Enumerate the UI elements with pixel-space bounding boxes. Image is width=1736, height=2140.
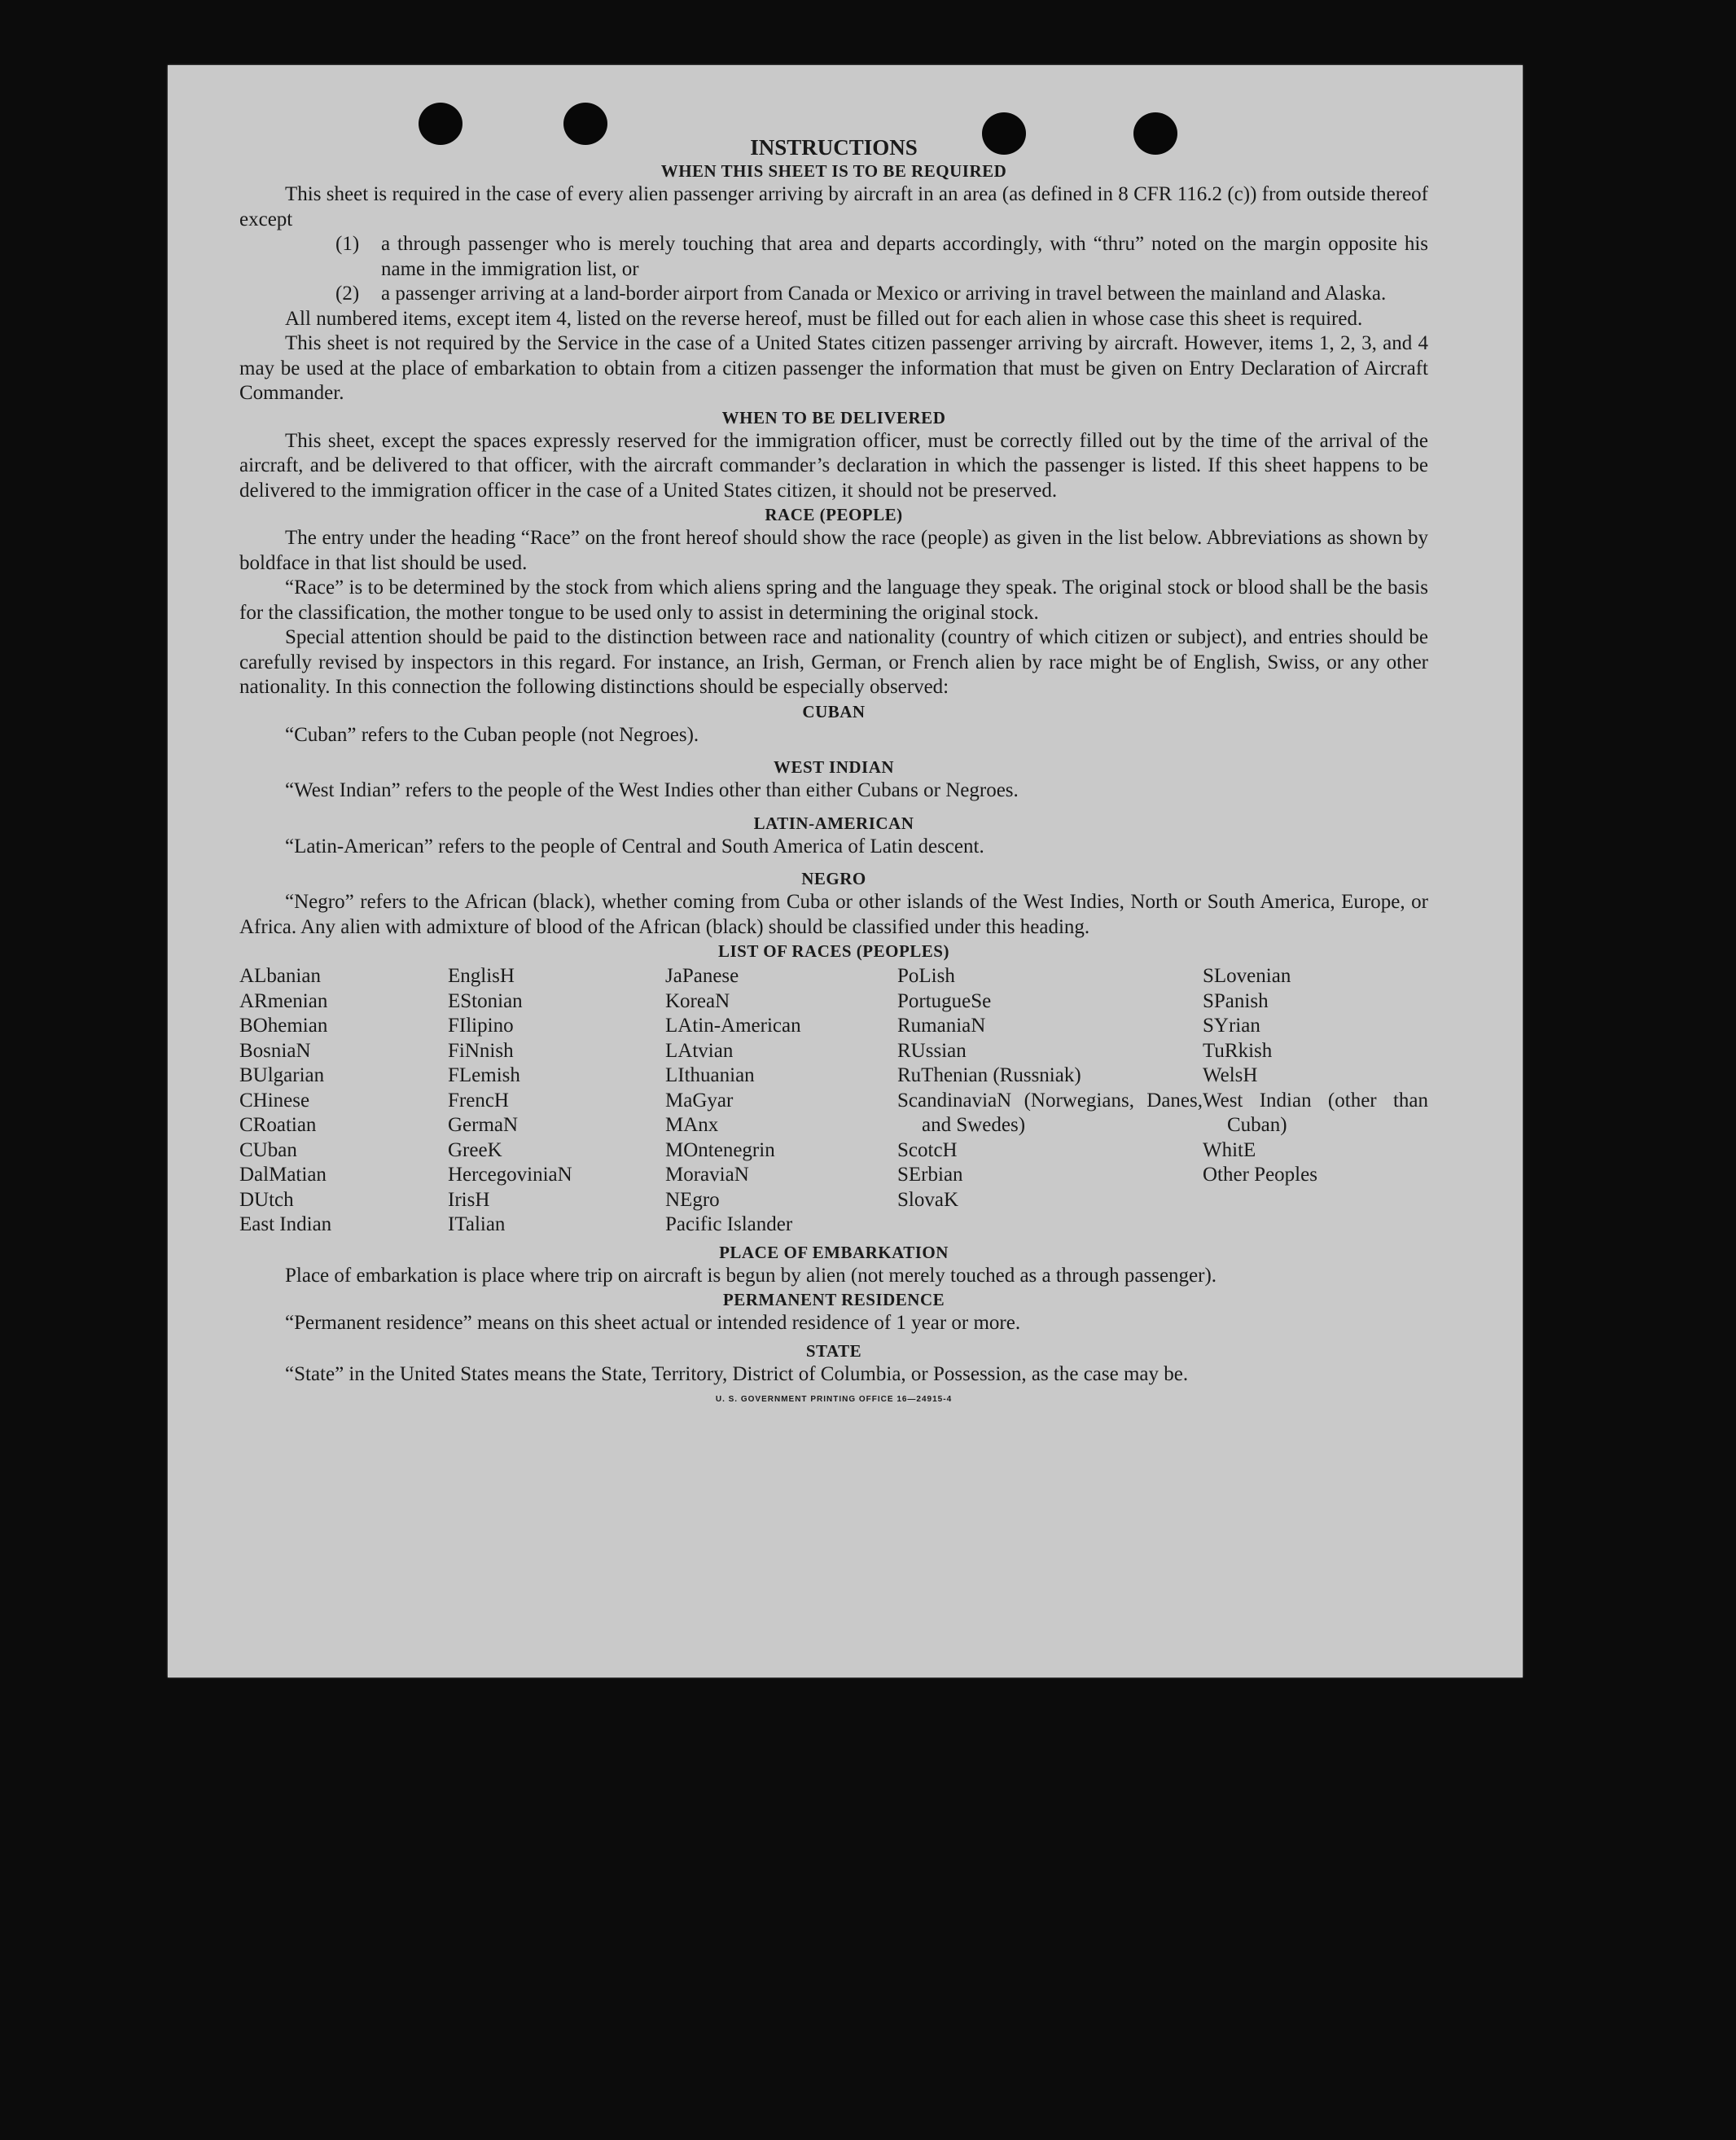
race-item: LIthuanian — [665, 1064, 755, 1086]
race-item: GreeK — [448, 1138, 502, 1161]
section-heading: PLACE OF EMBARKATION — [719, 1242, 949, 1262]
race-item: GermaN — [448, 1114, 519, 1136]
paragraph: “Race” is to be determined by the stock from which aliens spring and the language they speak. The original stock or blood shall be the basis for the classification, the mother tongue to be used only to assist in determining the original stock. — [239, 577, 1428, 624]
section-heading: NEGRO — [801, 869, 866, 888]
race-column — [239, 964, 448, 1238]
race-item: MoraviaN — [665, 1164, 749, 1186]
race-item: EnglisH — [448, 965, 515, 987]
race-item: IrisH — [448, 1188, 490, 1211]
section-heading: CUBAN — [802, 701, 866, 721]
paragraph: “Latin-American” refers to the people of Central and South America of Latin descent. — [285, 835, 984, 857]
exception-text: a through passenger who is merely touching that area and departs accordingly, with “thru” noted on the margin opposite his name in the immigration list, or — [381, 233, 1428, 280]
race-item: ScandinaviaN (Norwegians, Danes, and Swedes) — [897, 1089, 1203, 1136]
race-item: SLovenian — [1203, 965, 1291, 987]
race-item: EStonian — [448, 989, 523, 1012]
document-sheet — [168, 65, 1523, 1677]
race-item: WelsH — [1203, 1064, 1258, 1086]
race-item: SErbian — [897, 1164, 963, 1186]
paragraph: Place of embarkation is place where trip on aircraft is begun by alien (not merely touched as a through passenger). — [285, 1264, 1217, 1287]
race-item: Pacific Islander — [665, 1213, 793, 1235]
race-item: BOhemian — [239, 1015, 328, 1037]
race-item: SPanish — [1203, 989, 1269, 1012]
race-item: FrencH — [448, 1089, 509, 1112]
race-item: RuThenian (Russniak) — [897, 1064, 1081, 1086]
race-item: CUban — [239, 1138, 297, 1161]
race-item: ScotcH — [897, 1138, 958, 1161]
section-heading: STATE — [805, 1340, 862, 1361]
exception-number: (1) — [335, 233, 360, 255]
section-heading: PERMANENT RESIDENCE — [722, 1290, 945, 1309]
race-item: LAtin-American — [665, 1015, 801, 1037]
paragraph: “State” in the United States means the State, Territory, District of Columbia, or Possession, as the case may be. — [285, 1362, 1189, 1385]
race-item: FiNnish — [448, 1039, 514, 1062]
race-item: FIlipino — [448, 1015, 514, 1037]
paragraph: This sheet, except the spaces expressly reserved for the immigration officer, must be correctly filled out by the time of the arrival of the aircraft, and be delivered to that officer, with the aircraft commander’s declaration in which the passenger is listed. If this sheet happens to be delivered to the immigration officer in the case of a United States citizen, it should not be preserved. — [239, 429, 1428, 502]
race-item: PortugueSe — [897, 989, 992, 1012]
page-title: INSTRUCTIONS — [750, 135, 918, 160]
race-item: DalMatian — [239, 1164, 327, 1186]
section-heading: WEST INDIAN — [773, 757, 895, 777]
race-item: MaGyar — [665, 1089, 734, 1112]
race-item: FLemish — [448, 1064, 520, 1086]
race-item: CHinese — [239, 1089, 310, 1112]
race-item: TuRkish — [1203, 1039, 1273, 1062]
exception-item — [239, 282, 1428, 307]
race-item: NEgro — [665, 1188, 720, 1211]
race-item: SYrian — [1203, 1015, 1260, 1037]
race-item: ARmenian — [239, 989, 328, 1012]
race-item: DUtch — [239, 1188, 294, 1211]
race-item: BosniaN — [239, 1039, 311, 1062]
section-heading: WHEN TO BE DELIVERED — [721, 407, 946, 428]
race-item: ITalian — [448, 1213, 506, 1235]
section-heading: RACE (PEOPLE) — [765, 505, 903, 524]
race-column — [1203, 964, 1428, 1238]
section-heading: LIST OF RACES (PEOPLES) — [718, 941, 949, 961]
paragraph: The entry under the heading “Race” on the front hereof should show the race (people) as given in the list below. Abbreviations as shown by boldface in that list should be used. — [239, 527, 1428, 574]
section-heading: LATIN-AMERICAN — [753, 813, 914, 833]
paragraph: “Permanent residence” means on this sheet actual or intended residence of 1 year or more. — [285, 1312, 1021, 1334]
exception-item — [239, 232, 1428, 282]
race-item: SlovaK — [897, 1188, 958, 1211]
paragraph: “Negro” refers to the African (black), whether coming from Cuba or other islands of the West Indies, North or South America, Europe, or Africa. Any alien with admixture of blood of the African (black) should be classified under this heading. — [239, 891, 1428, 938]
race-list — [239, 964, 1428, 1238]
race-item: RumaniaN — [897, 1015, 986, 1037]
race-item: MAnx — [665, 1114, 719, 1136]
race-item: HercegoviniaN — [448, 1164, 572, 1186]
instructions-text — [239, 135, 1428, 1404]
race-item: MOntenegrin — [665, 1138, 775, 1161]
section-heading: WHEN THIS SHEET IS TO BE REQUIRED — [660, 161, 1007, 181]
race-item: West Indian (other than Cuban) — [1203, 1089, 1428, 1136]
race-item: CRoatian — [239, 1114, 317, 1136]
exception-text: a passenger arriving at a land-border airport from Canada or Mexico or arriving in travel between the mainland and Alaska. — [381, 283, 1387, 305]
printing-office-footer: U. S. GOVERNMENT PRINTING OFFICE 16—24915-4 — [715, 1395, 953, 1404]
exception-number: (2) — [335, 283, 360, 305]
race-item: LAtvian — [665, 1039, 734, 1062]
race-item: ALbanian — [239, 965, 321, 987]
race-column — [448, 964, 665, 1238]
race-item: RUssian — [897, 1039, 967, 1062]
paragraph: “West Indian” refers to the people of the West Indies other than either Cubans or Negroes. — [285, 779, 1019, 801]
paragraph: All numbered items, except item 4, listed on the reverse hereof, must be filled out for each alien in whose case this sheet is required. — [285, 307, 1363, 330]
paragraph: This sheet is required in the case of every alien passenger arriving by aircraft in an area (as defined in 8 CFR 116.2 (c)) from outside thereof except — [239, 183, 1428, 230]
paragraph: This sheet is not required by the Service in the case of a United States citizen passenger arriving by aircraft. However, items 1, 2, 3, and 4 may be used at the place of embarkation to obtain from a citizen passenger the information that must be given on Entry Declaration of Aircraft Commander. — [239, 332, 1428, 404]
race-column — [665, 964, 897, 1238]
race-item: BUlgarian — [239, 1064, 325, 1086]
race-item: East Indian — [239, 1213, 332, 1235]
race-item: PoLish — [897, 965, 955, 987]
race-column — [897, 964, 1203, 1238]
race-item: KoreaN — [665, 989, 730, 1012]
paragraph: “Cuban” refers to the Cuban people (not Negroes). — [285, 723, 699, 746]
race-item: WhitE — [1203, 1138, 1256, 1161]
race-item: JaPanese — [665, 965, 739, 987]
race-item: Other Peoples — [1203, 1164, 1317, 1186]
paragraph: Special attention should be paid to the distinction between race and nationality (country of which citizen or subject), and entries should be carefully revised by inspectors in this regard. For instance, an Irish, German, or French alien by race might be of English, Swiss, or any other nationality. In this connection the following distinctions should be especially observed: — [239, 626, 1428, 698]
